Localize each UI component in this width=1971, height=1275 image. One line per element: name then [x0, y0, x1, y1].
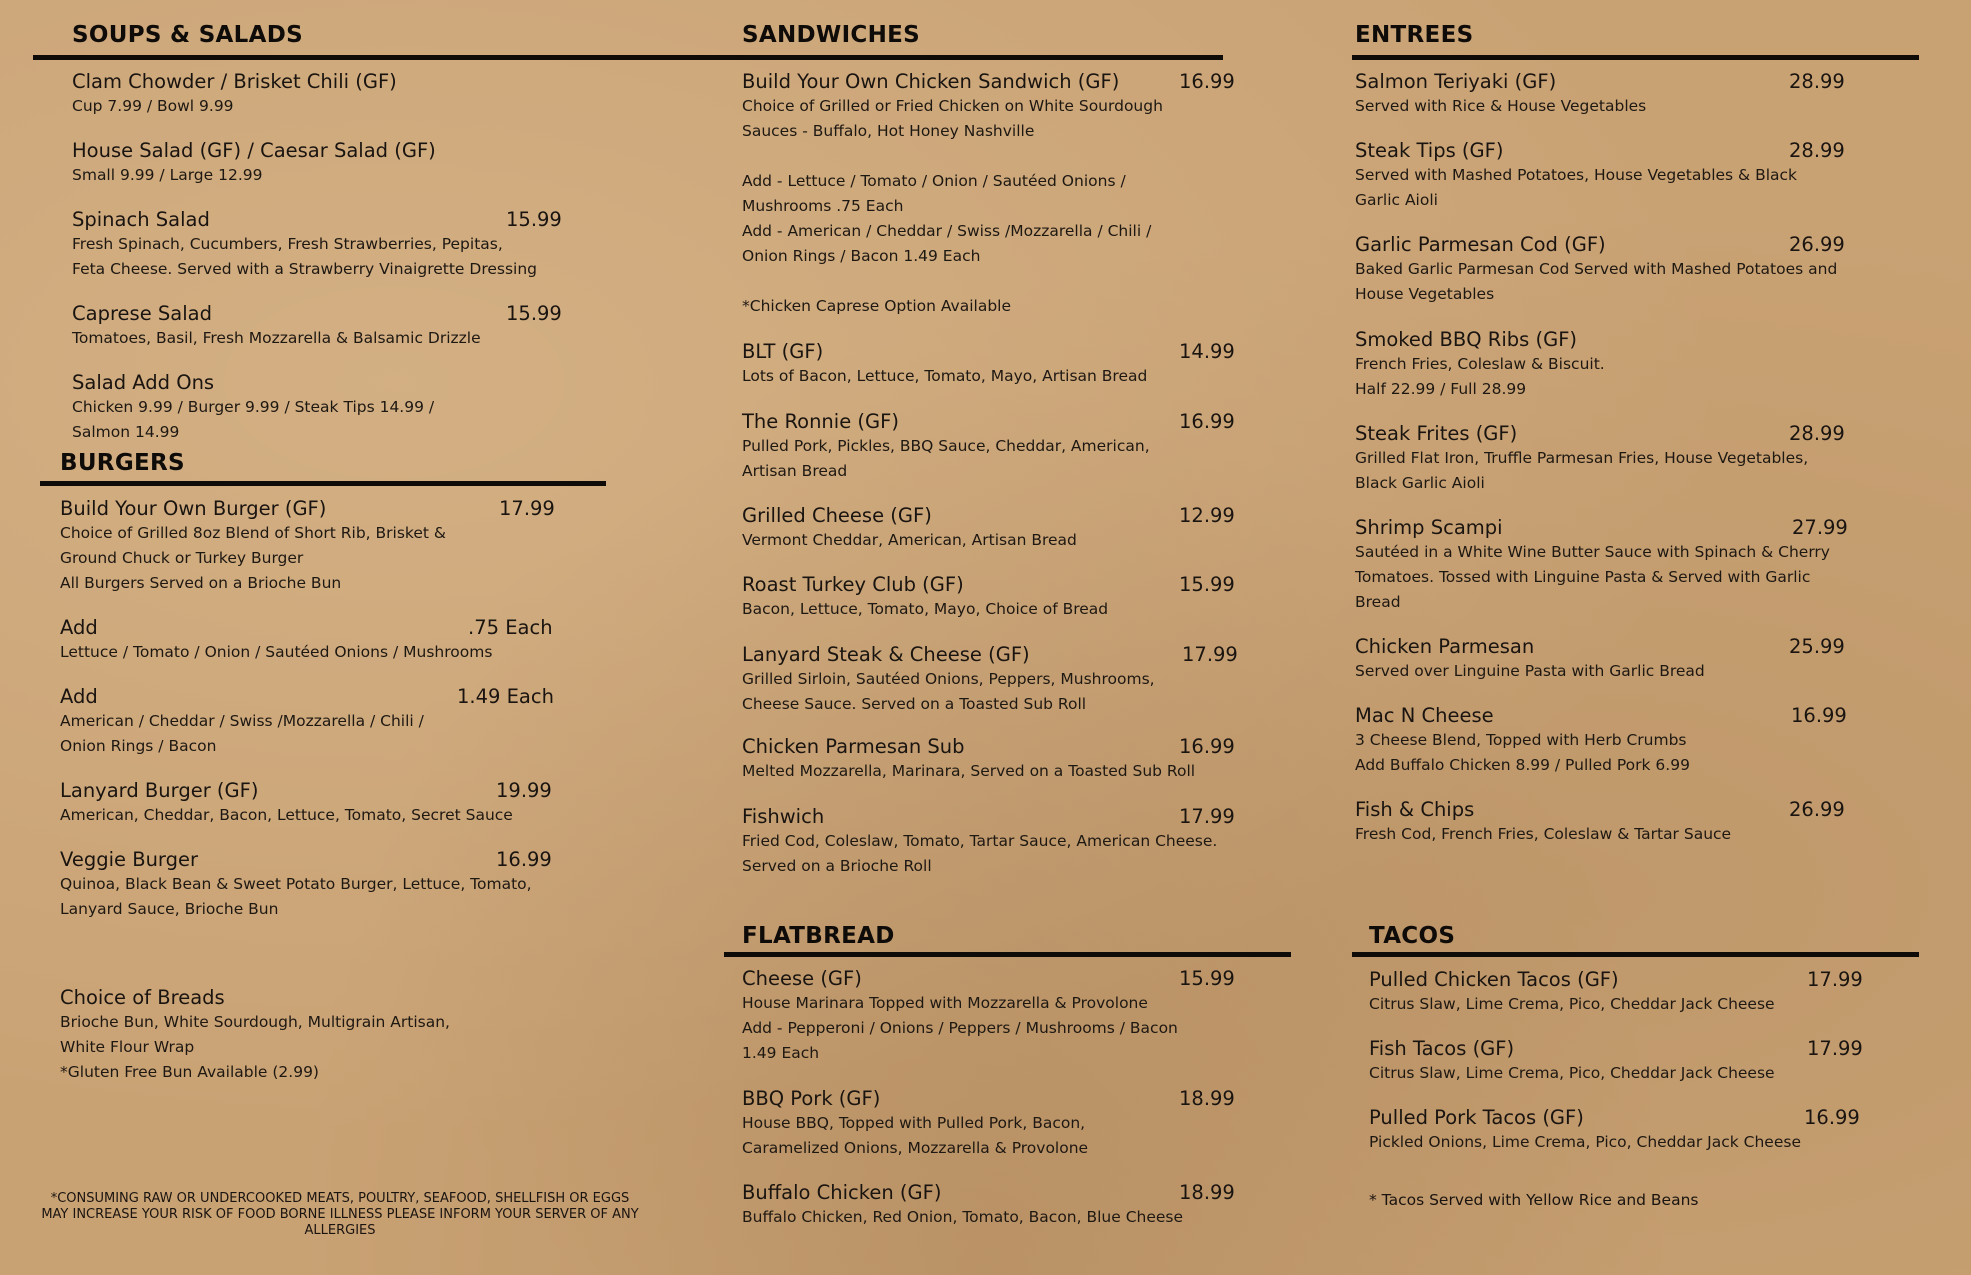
menu-item: [1355, 70, 1875, 119]
item-desc: Chicken 9.99 / Burger 9.99 / Steak Tips 14.99 /: [72, 398, 435, 416]
item-desc: Citrus Slaw, Lime Crema, Pico, Cheddar Jack Cheese: [1369, 995, 1775, 1013]
item-price: 16.99: [1179, 735, 1235, 758]
item-desc: Caramelized Onions, Mozzarella & Provolone: [742, 1139, 1089, 1157]
menu-item: [1355, 798, 1875, 847]
item-desc: Served with Mashed Potatoes, House Vegetables & Black: [1355, 166, 1798, 184]
item-name: Steak Tips (GF): [1355, 139, 1504, 162]
flatbread-rule: [724, 952, 1291, 957]
item-price: 16.99: [1179, 70, 1235, 93]
item-name: Add: [60, 616, 98, 639]
item-name: Mac N Cheese: [1355, 704, 1494, 727]
item-desc: Brioche Bun, White Sourdough, Multigrain Artisan,: [60, 1013, 450, 1031]
item-name: Grilled Cheese (GF): [742, 504, 932, 527]
menu-item: [60, 616, 560, 665]
item-desc: House BBQ, Topped with Pulled Pork, Bacon,: [742, 1114, 1086, 1132]
menu-item: [1355, 328, 1875, 402]
item-name: Chicken Parmesan: [1355, 635, 1535, 658]
item-desc: Grilled Sirloin, Sautéed Onions, Peppers, Mushrooms,: [742, 670, 1155, 688]
item-name: Steak Frites (GF): [1355, 422, 1518, 445]
item-price: 25.99: [1789, 635, 1845, 658]
item-price: 15.99: [1179, 573, 1235, 596]
item-price: 15.99: [506, 208, 562, 231]
menu-item: [742, 340, 1242, 389]
menu-item: [1369, 1106, 1889, 1155]
menu-item: [1355, 422, 1885, 496]
item-desc: 3 Cheese Blend, Topped with Herb Crumbs: [1355, 731, 1687, 749]
item-desc: Citrus Slaw, Lime Crema, Pico, Cheddar Jack Cheese: [1369, 1064, 1775, 1082]
item-desc: Tomatoes, Basil, Fresh Mozzarella & Balsamic Drizzle: [72, 329, 481, 347]
item-price: 18.99: [1179, 1087, 1235, 1110]
item-desc: Half 22.99 / Full 28.99: [1355, 380, 1527, 398]
item-price: 1.49 Each: [457, 685, 554, 708]
item-desc: Lettuce / Tomato / Onion / Sautéed Onions / Mushrooms: [60, 643, 493, 661]
item-name: Pulled Chicken Tacos (GF): [1369, 968, 1619, 991]
burgers-rule: [40, 481, 606, 486]
burgers-heading: BURGERS: [60, 450, 185, 476]
item-price: 15.99: [1179, 967, 1235, 990]
item-name: Fish Tacos (GF): [1369, 1037, 1515, 1060]
item-name: Caprese Salad: [72, 302, 212, 325]
menu-item: [72, 302, 572, 351]
item-desc: Ground Chuck or Turkey Burger: [60, 549, 304, 567]
item-desc: Mushrooms .75 Each: [742, 197, 904, 215]
item-name: Chicken Parmesan Sub: [742, 735, 965, 758]
item-price: 18.99: [1179, 1181, 1235, 1204]
item-name: Build Your Own Chicken Sandwich (GF): [742, 70, 1120, 93]
item-price: 16.99: [1804, 1106, 1860, 1129]
item-price: 28.99: [1789, 70, 1845, 93]
item-desc: Served over Linguine Pasta with Garlic Bread: [1355, 662, 1705, 680]
item-price: 15.99: [506, 302, 562, 325]
item-price: 19.99: [496, 779, 552, 802]
menu-item: [742, 1087, 1262, 1161]
item-desc: 1.49 Each: [742, 1044, 820, 1062]
item-desc: Add - American / Cheddar / Swiss /Mozzarella / Chili /: [742, 222, 1152, 240]
item-desc: Quinoa, Black Bean & Sweet Potato Burger, Lettuce, Tomato,: [60, 875, 532, 893]
item-desc: Fresh Spinach, Cucumbers, Fresh Strawberries, Pepitas,: [72, 235, 503, 253]
soups-salads-rule: [33, 55, 1223, 60]
item-desc: Black Garlic Aioli: [1355, 474, 1485, 492]
menu-item: [1355, 516, 1885, 615]
menu-item: [1355, 635, 1875, 684]
menu-item: [60, 779, 560, 828]
item-desc: House Marinara Topped with Mozzarella & Provolone: [742, 994, 1148, 1012]
item-price: 17.99: [1182, 643, 1238, 666]
item-name: Buffalo Chicken (GF): [742, 1181, 942, 1204]
item-desc: Bacon, Lettuce, Tomato, Mayo, Choice of Bread: [742, 600, 1109, 618]
item-name: House Salad (GF) / Caesar Salad (GF): [72, 139, 436, 162]
item-name: Smoked BBQ Ribs (GF): [1355, 328, 1578, 351]
flatbread-heading: FLATBREAD: [742, 923, 895, 949]
item-desc: House Vegetables: [1355, 285, 1495, 303]
item-name: Shrimp Scampi: [1355, 516, 1503, 539]
item-price: 12.99: [1179, 504, 1235, 527]
menu-item: [742, 504, 1242, 553]
item-desc: Pickled Onions, Lime Crema, Pico, Cheddar Jack Cheese: [1369, 1133, 1801, 1151]
item-price: 17.99: [499, 497, 555, 520]
item-desc: Add - Pepperoni / Onions / Peppers / Mushrooms / Bacon: [742, 1019, 1178, 1037]
item-name: Garlic Parmesan Cod (GF): [1355, 233, 1606, 256]
item-price: 17.99: [1179, 805, 1235, 828]
item-desc: Lanyard Sauce, Brioche Bun: [60, 900, 279, 918]
menu-item: [1369, 1037, 1889, 1086]
item-desc: Lots of Bacon, Lettuce, Tomato, Mayo, Artisan Bread: [742, 367, 1148, 385]
item-desc: Feta Cheese. Served with a Strawberry Vinaigrette Dressing: [72, 260, 538, 278]
item-price: 16.99: [496, 848, 552, 871]
item-name: Build Your Own Burger (GF): [60, 497, 327, 520]
item-desc: Small 9.99 / Large 12.99: [72, 166, 263, 184]
item-desc: Salmon 14.99: [72, 423, 180, 441]
item-desc: French Fries, Coleslaw & Biscuit.: [1355, 355, 1605, 373]
item-desc: Baked Garlic Parmesan Cod Served with Mashed Potatoes and: [1355, 260, 1838, 278]
item-price: 17.99: [1807, 968, 1863, 991]
item-price: .75 Each: [468, 616, 553, 639]
menu-item: [72, 371, 572, 445]
item-price: 16.99: [1179, 410, 1235, 433]
menu-item: [742, 967, 1262, 1066]
item-name: Fishwich: [742, 805, 825, 828]
item-desc: Grilled Flat Iron, Truffle Parmesan Fries, House Vegetables,: [1355, 449, 1809, 467]
item-desc: Sauces - Buffalo, Hot Honey Nashville: [742, 122, 1035, 140]
item-name: Add: [60, 685, 98, 708]
menu-item: [742, 643, 1242, 717]
item-name: Lanyard Steak & Cheese (GF): [742, 643, 1030, 666]
item-desc: *Gluten Free Bun Available (2.99): [60, 1063, 319, 1081]
item-name: Choice of Breads: [60, 986, 225, 1009]
item-name: Clam Chowder / Brisket Chili (GF): [72, 70, 397, 93]
item-desc: Served on a Brioche Roll: [742, 857, 932, 875]
item-price: 28.99: [1789, 139, 1845, 162]
item-name: The Ronnie (GF): [742, 410, 899, 433]
item-desc: Onion Rings / Bacon: [60, 737, 217, 755]
item-desc: Choice of Grilled or Fried Chicken on White Sourdough: [742, 97, 1163, 115]
item-price: 17.99: [1807, 1037, 1863, 1060]
item-desc: *Chicken Caprese Option Available: [742, 297, 1012, 315]
item-name: Pulled Pork Tacos (GF): [1369, 1106, 1584, 1129]
item-desc: American, Cheddar, Bacon, Lettuce, Tomato, Secret Sauce: [60, 806, 513, 824]
menu-item: [60, 685, 560, 759]
item-name: Spinach Salad: [72, 208, 210, 231]
item-desc: Choice of Grilled 8oz Blend of Short Rib, Brisket &: [60, 524, 446, 542]
menu-item: [60, 497, 560, 596]
item-desc: All Burgers Served on a Brioche Bun: [60, 574, 342, 592]
tacos-note: * Tacos Served with Yellow Rice and Beans: [1369, 1191, 1699, 1209]
menu-item: [60, 848, 560, 922]
menu-item: [72, 139, 572, 188]
item-name: Salmon Teriyaki (GF): [1355, 70, 1557, 93]
item-desc: Add - Lettuce / Tomato / Onion / Sautéed Onions /: [742, 172, 1126, 190]
item-name: Lanyard Burger (GF): [60, 779, 259, 802]
item-desc: Onion Rings / Bacon 1.49 Each: [742, 247, 981, 265]
menu-item: [742, 735, 1242, 784]
item-price: 14.99: [1179, 340, 1235, 363]
item-desc: Garlic Aioli: [1355, 191, 1438, 209]
menu-item: [742, 70, 1242, 319]
menu-item: [742, 1181, 1262, 1230]
item-name: BLT (GF): [742, 340, 824, 363]
item-desc: Cup 7.99 / Bowl 9.99: [72, 97, 234, 115]
item-name: Roast Turkey Club (GF): [742, 573, 964, 596]
menu-item: [1355, 139, 1875, 213]
soups-salads-heading: SOUPS & SALADS: [72, 22, 303, 48]
menu-item: [1369, 968, 1889, 1017]
menu-item: [742, 805, 1262, 879]
item-price: 28.99: [1789, 422, 1845, 445]
entrees-heading: ENTREES: [1355, 22, 1474, 48]
item-desc: Served with Rice & House Vegetables: [1355, 97, 1647, 115]
sandwiches-heading: SANDWICHES: [742, 22, 921, 48]
menu-item: [1355, 233, 1885, 307]
menu-item: [60, 986, 560, 1085]
item-desc: Bread: [1355, 593, 1401, 611]
tacos-heading: TACOS: [1369, 923, 1456, 949]
item-name: Fish & Chips: [1355, 798, 1475, 821]
item-desc: Artisan Bread: [742, 462, 848, 480]
menu-item: [72, 70, 572, 119]
item-desc: Add Buffalo Chicken 8.99 / Pulled Pork 6.99: [1355, 756, 1690, 774]
menu-item: [72, 208, 572, 282]
item-desc: Tomatoes. Tossed with Linguine Pasta & Served with Garlic: [1355, 568, 1811, 586]
item-price: 16.99: [1791, 704, 1847, 727]
item-desc: Sautéed in a White Wine Butter Sauce with Spinach & Cherry: [1355, 543, 1830, 561]
item-desc: Pulled Pork, Pickles, BBQ Sauce, Cheddar, American,: [742, 437, 1150, 455]
item-desc-spacer: [742, 144, 1242, 169]
menu-item: [742, 573, 1242, 622]
item-desc: Fried Cod, Coleslaw, Tomato, Tartar Sauce, American Cheese.: [742, 832, 1218, 850]
item-desc: Cheese Sauce. Served on a Toasted Sub Roll: [742, 695, 1087, 713]
item-desc: Buffalo Chicken, Red Onion, Tomato, Bacon, Blue Cheese: [742, 1208, 1184, 1226]
item-name: Salad Add Ons: [72, 371, 215, 394]
item-name: Cheese (GF): [742, 967, 862, 990]
item-desc: Fresh Cod, French Fries, Coleslaw & Tartar Sauce: [1355, 825, 1732, 843]
item-desc: Vermont Cheddar, American, Artisan Bread: [742, 531, 1077, 549]
item-desc: Melted Mozzarella, Marinara, Served on a Toasted Sub Roll: [742, 762, 1196, 780]
item-desc-spacer: [742, 269, 1242, 294]
item-price: 26.99: [1789, 798, 1845, 821]
allergy-disclaimer: *CONSUMING RAW OR UNDERCOOKED MEATS, POULTRY, SEAFOOD, SHELLFISH OR EGGS MAY INCREASE YOUR RISK OF FOOD BORNE ILLNESS PLEASE INFORM YOUR SERVER OF ANY ALLERGIES: [41, 1191, 639, 1238]
menu-item: [742, 410, 1242, 484]
item-price: 27.99: [1792, 516, 1848, 539]
item-name: Veggie Burger: [60, 848, 198, 871]
menu-item: [1355, 704, 1875, 778]
item-desc: American / Cheddar / Swiss /Mozzarella / Chili /: [60, 712, 424, 730]
item-price: 26.99: [1789, 233, 1845, 256]
entrees-rule: [1352, 55, 1919, 60]
item-name: BBQ Pork (GF): [742, 1087, 881, 1110]
tacos-rule: [1352, 952, 1919, 957]
item-desc: White Flour Wrap: [60, 1038, 195, 1056]
